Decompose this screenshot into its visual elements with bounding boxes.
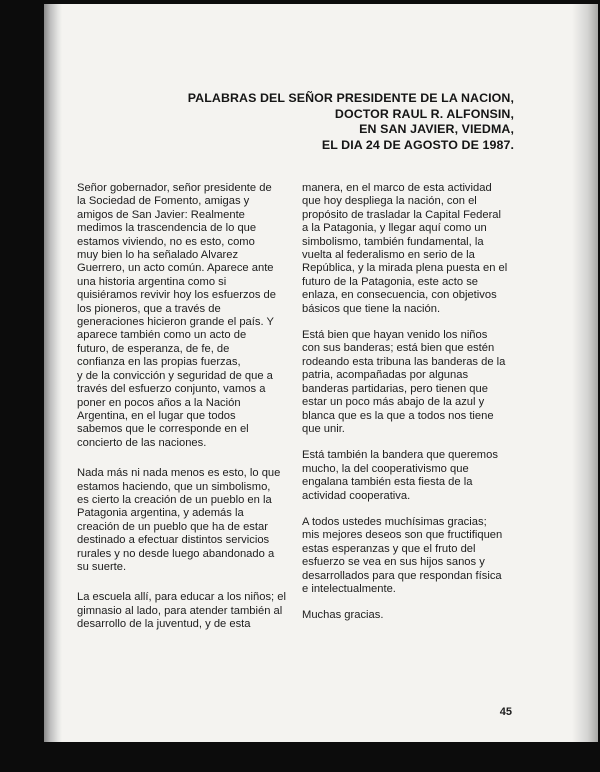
- scan-border: [0, 742, 600, 772]
- text-line: medimos la trascendencia de lo que: [77, 222, 257, 235]
- text-line: Guerrero, un acto común. Aparece ante: [77, 262, 274, 275]
- text-line: engalana también esta fiesta de la: [302, 476, 473, 489]
- text-line: que hoy despliega la nación, con el: [302, 195, 477, 208]
- heading-line: EL DIA 24 DE AGOSTO DE 1987.: [321, 137, 514, 152]
- text-line: mis mejores deseos son que fructifiquen: [302, 529, 503, 542]
- text-line: A todos ustedes muchísimas gracias;: [302, 515, 487, 528]
- text-line: República, y la mirada plena puesta en el: [302, 262, 508, 275]
- text-line: muy bien lo ha señalado Alvarez: [77, 249, 239, 262]
- text-line: rurales y no desde luego abandonado a: [77, 547, 275, 560]
- text-line: Está también la bandera que queremos: [302, 449, 498, 462]
- binding-spine-shadow: [44, 4, 62, 742]
- text-line: destinado a efectuar distintos servicios: [77, 534, 270, 547]
- text-line: creación de un pueblo que ha de estar: [77, 520, 268, 533]
- text-line: desarrollados para que respondan física: [302, 569, 502, 582]
- paragraph: [302, 609, 512, 622]
- text-line: confianza en las propias fuerzas,: [77, 356, 241, 369]
- text-line: Señor gobernador, señor presidente de: [77, 182, 272, 194]
- text-line: sabemos que le corresponde en el: [77, 423, 249, 436]
- text-line: la Sociedad de Fomento, amigas y: [77, 195, 250, 208]
- text-line: La escuela allí, para educar a los niños; el: [77, 591, 286, 604]
- speech-heading: [188, 91, 514, 153]
- left-text-column: [77, 182, 286, 649]
- heading-line: DOCTOR RAUL R. ALFONSIN,: [334, 106, 514, 121]
- text-line: estamos viviendo, no es esto, como: [77, 235, 255, 248]
- text-line: Está bien que hayan venido los niños: [302, 329, 488, 342]
- page-edge-shadow: [572, 4, 598, 742]
- text-line: una historia argentina como si: [77, 275, 227, 288]
- text-line: generaciones hicieron grande el país. Y: [77, 316, 274, 329]
- text-line: rodeando esta tribuna las banderas de la: [302, 355, 506, 368]
- heading-line: PALABRAS DEL SEÑOR PRESIDENTE DE LA NACION,: [187, 91, 514, 105]
- text-line: amigos de San Javier: Realmente: [77, 208, 245, 221]
- text-line: banderas partidarias, pero tienen que: [302, 382, 488, 395]
- text-line: desarrollo de la juventud, y de esta: [77, 618, 251, 631]
- text-line: simbolismo, también fundamental, la: [302, 235, 484, 248]
- text-line: Muchas gracias.: [302, 609, 384, 622]
- text-line: mucho, la del cooperativismo que: [302, 462, 469, 475]
- text-line: vuelta al federalismo en serio de la: [302, 249, 475, 262]
- paragraph: [302, 182, 512, 316]
- text-line: y de la convicción y seguridad de que a: [77, 369, 273, 382]
- text-line: los pioneros, que a través de: [77, 302, 221, 315]
- text-line: manera, en el marco de esta actividad: [302, 182, 492, 194]
- text-line: básicos que tiene la nación.: [302, 302, 441, 315]
- text-line: Patagonia argentina, y además la: [77, 507, 244, 520]
- text-line: propósito de trasladar la Capital Federal: [302, 208, 501, 221]
- text-line: que unir.: [302, 422, 345, 435]
- document-page: [44, 4, 598, 742]
- text-line: esfuerzo se vea en sus hijos sanos y: [302, 556, 485, 569]
- paragraph: [77, 591, 286, 631]
- paragraph: [302, 516, 512, 596]
- text-line: concierto de las naciones.: [77, 436, 207, 449]
- text-line: Nada más ni nada menos es esto, lo que: [77, 467, 281, 480]
- text-line: con sus banderas; está bien que estén: [302, 342, 495, 355]
- text-line: estas esperanzas y que el fruto del: [302, 542, 476, 555]
- text-line: poner en pocos años a la Nación: [77, 396, 241, 409]
- heading-line: EN SAN JAVIER, VIEDMA,: [359, 122, 514, 137]
- text-line: futuro, de esperanza, de fe, de: [77, 342, 230, 355]
- page-number: 45: [499, 706, 512, 718]
- text-line: través del esfuerzo conjunto, vamos a: [77, 383, 266, 396]
- text-line: gimnasio al lado, para atender también al: [77, 604, 283, 617]
- text-line: blanca que es la que a todos nos tiene: [302, 409, 494, 422]
- paragraph: [77, 182, 277, 450]
- text-line: estar un poco más abajo de la azul y: [302, 396, 485, 409]
- text-line: quisiéramos revivir hoy los esfuerzos de: [77, 289, 276, 302]
- paragraph: [77, 467, 281, 574]
- text-line: su suerte.: [77, 560, 127, 573]
- text-line: a la Patagonia, y llegar aquí como un: [302, 222, 487, 235]
- text-line: enlaza, en consecuencia, con objetivos: [302, 289, 497, 302]
- text-line: estamos haciendo, que un simbolismo,: [77, 480, 271, 493]
- paragraph: [302, 329, 512, 436]
- text-line: futuro de la Patagonia, este acto se: [302, 275, 479, 288]
- text-line: Argentina, en el lugar que todos: [77, 409, 236, 422]
- text-line: actividad cooperativa.: [302, 489, 411, 502]
- paragraph: [302, 449, 512, 503]
- text-line: aparece también como un acto de: [77, 329, 247, 342]
- right-text-column: [302, 182, 512, 636]
- text-line: es cierto la creación de un pueblo en la: [77, 493, 272, 506]
- text-line: e intelectualmente.: [302, 582, 396, 595]
- text-line: patria, acompañadas por algunas: [302, 369, 469, 382]
